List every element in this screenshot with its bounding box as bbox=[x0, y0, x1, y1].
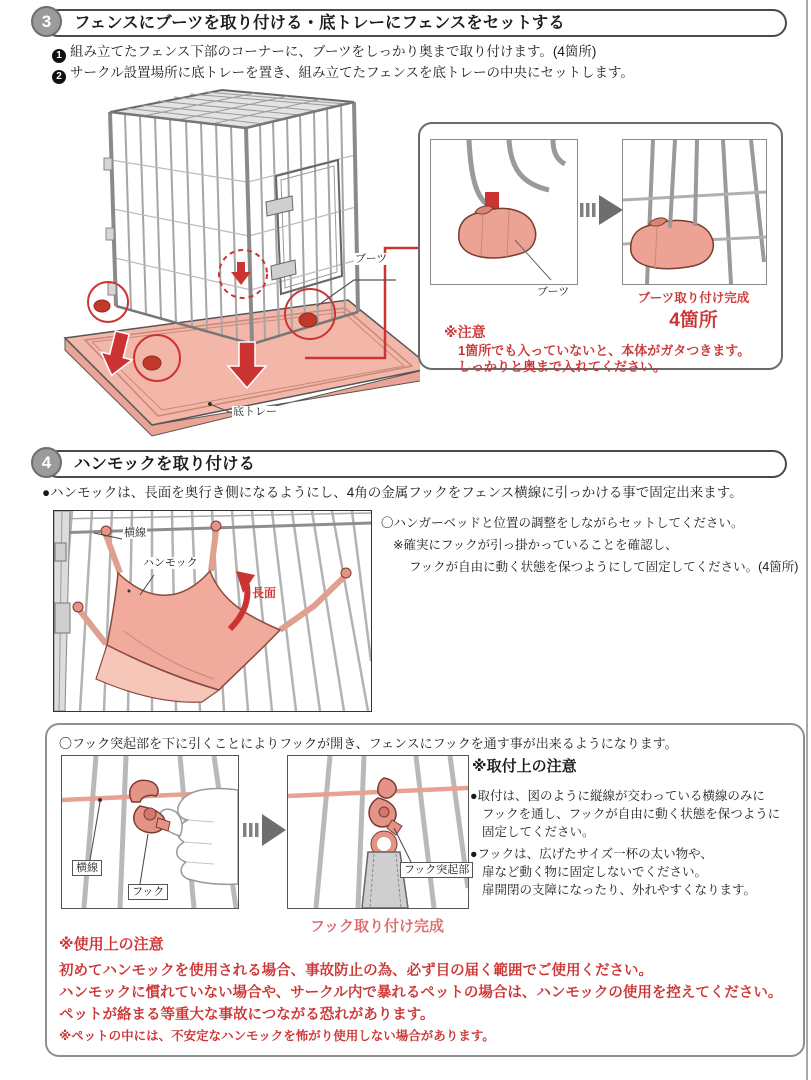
step-2-text: サークル設置場所に底トレーを置き、組み立てたフェンスを底トレーの中央にセットします。 bbox=[70, 65, 634, 80]
attach-caution-line-6: 扉開閉の支障になったり、外れやすくなります。 bbox=[482, 883, 757, 897]
hammock-side-note bbox=[381, 513, 809, 575]
page-edge-line bbox=[806, 0, 808, 1080]
usage-caution-title: ※使用上の注意 bbox=[59, 936, 164, 953]
boot-done-figure bbox=[622, 139, 767, 285]
yokosen-label: 横線 bbox=[124, 527, 146, 539]
caution-line-1: 1箇所でも入っていないと、本体がガタつきます。 bbox=[458, 343, 751, 358]
usage-warning-2: ハンモックに慣れていない場合や、サークル内で暴れるペットの場合は、ハンモックの使用を控えてください。 bbox=[59, 985, 783, 1001]
step-1-text: 組み立てたフェンス下部のコーナーに、ブーツをしっかり奥まで取り付けます。(4箇所) bbox=[70, 44, 597, 59]
usage-warning-1: 初めてハンモックを使用される場合、事故防止の為、必ず目の届く範囲でご使用ください。 bbox=[59, 963, 654, 979]
attach-caution-list bbox=[470, 787, 800, 899]
boots-label: ブーツ bbox=[355, 253, 388, 265]
section-4-intro: ●ハンモックは、長面を奥行き側になるようにし、4角の金属フックをフェンス横線に引っかける事で固定出来ます。 bbox=[42, 485, 743, 500]
step-2-number: 2 bbox=[52, 70, 66, 84]
attach-caution-line-5: 扉など動く物に固定しないでください。 bbox=[482, 865, 708, 879]
hook-tab-label: フック突起部 bbox=[400, 862, 473, 878]
side-note-line-2: ※確実にフックが引っ掛かっていることを確認し、 bbox=[393, 538, 678, 552]
boot-done-caption: ブーツ取り付け完成 bbox=[637, 291, 750, 305]
hammock-drawing bbox=[54, 511, 371, 711]
side-note-line-3: フックが自由に動く状態を保つようにして固定してください。(4箇所) bbox=[409, 560, 799, 574]
boot-count: 4箇所 bbox=[669, 310, 718, 331]
caution-title: ※注意 bbox=[444, 324, 486, 340]
attach-caution-line-2: フックを通し、フックが自由に動く状態を保つように bbox=[482, 807, 781, 821]
tray-label: 底トレー bbox=[233, 406, 277, 418]
boot-insert-drawing bbox=[431, 140, 577, 284]
hook-intro: 〇フック突起部を下に引くことによりフックが開き、フェンスにフックを通す事が出来るようになります。 bbox=[59, 736, 678, 751]
hook-instructions-box bbox=[45, 723, 805, 1057]
long-side-label: 長面 bbox=[252, 586, 277, 600]
hammock-label: ハンモック bbox=[143, 557, 198, 569]
usage-warning-note: ※ペットの中には、不安定なハンモックを怖がり使用しない場合があります。 bbox=[59, 1029, 495, 1043]
section-4-number: 4 bbox=[31, 447, 62, 478]
hook-label: フック bbox=[128, 884, 168, 900]
yokosen-detail-label: 横線 bbox=[72, 860, 102, 876]
hook-done-caption: フック取り付け完成 bbox=[310, 918, 444, 935]
usage-warning-3: ペットが絡まる等重大な事故につながる恐れがあります。 bbox=[59, 1007, 435, 1023]
section-3-title: フェンスにブーツを取り付ける・底トレーにフェンスをセットする bbox=[44, 9, 787, 37]
boots-detail-panel bbox=[418, 122, 783, 374]
hammock-figure bbox=[53, 510, 372, 712]
attach-caution-line-3: 固定してください。 bbox=[482, 825, 595, 839]
section-3-number: 3 bbox=[31, 6, 62, 37]
cage-illustration bbox=[40, 80, 420, 440]
boots-detail-label: ブーツ bbox=[537, 286, 570, 298]
hook-done-figure bbox=[287, 755, 469, 909]
arrow-right-icon bbox=[243, 813, 287, 847]
arrow-right-icon bbox=[580, 194, 624, 226]
boot-insert-figure bbox=[430, 139, 578, 285]
attach-caution-title: ※取付上の注意 bbox=[472, 758, 577, 775]
attach-caution-line-1: ●取付は、図のように縦線が交わっている横線のみに bbox=[470, 789, 765, 803]
hook-open-figure bbox=[61, 755, 239, 909]
section-4-title: ハンモックを取り付ける bbox=[44, 450, 787, 478]
hook-done-drawing bbox=[288, 756, 468, 908]
attach-caution-line-4: ●フックは、広げたサイズ一杯の太い物や、 bbox=[470, 847, 713, 861]
side-note-line-1: 〇ハンガーベッドと位置の調整をしながらセットしてください。 bbox=[381, 516, 744, 530]
caution-line-2: しっかりと奥まで入れてください。 bbox=[458, 359, 667, 374]
step-1-number: 1 bbox=[52, 49, 66, 63]
step-1 bbox=[52, 40, 596, 63]
boot-done-drawing bbox=[623, 140, 766, 284]
